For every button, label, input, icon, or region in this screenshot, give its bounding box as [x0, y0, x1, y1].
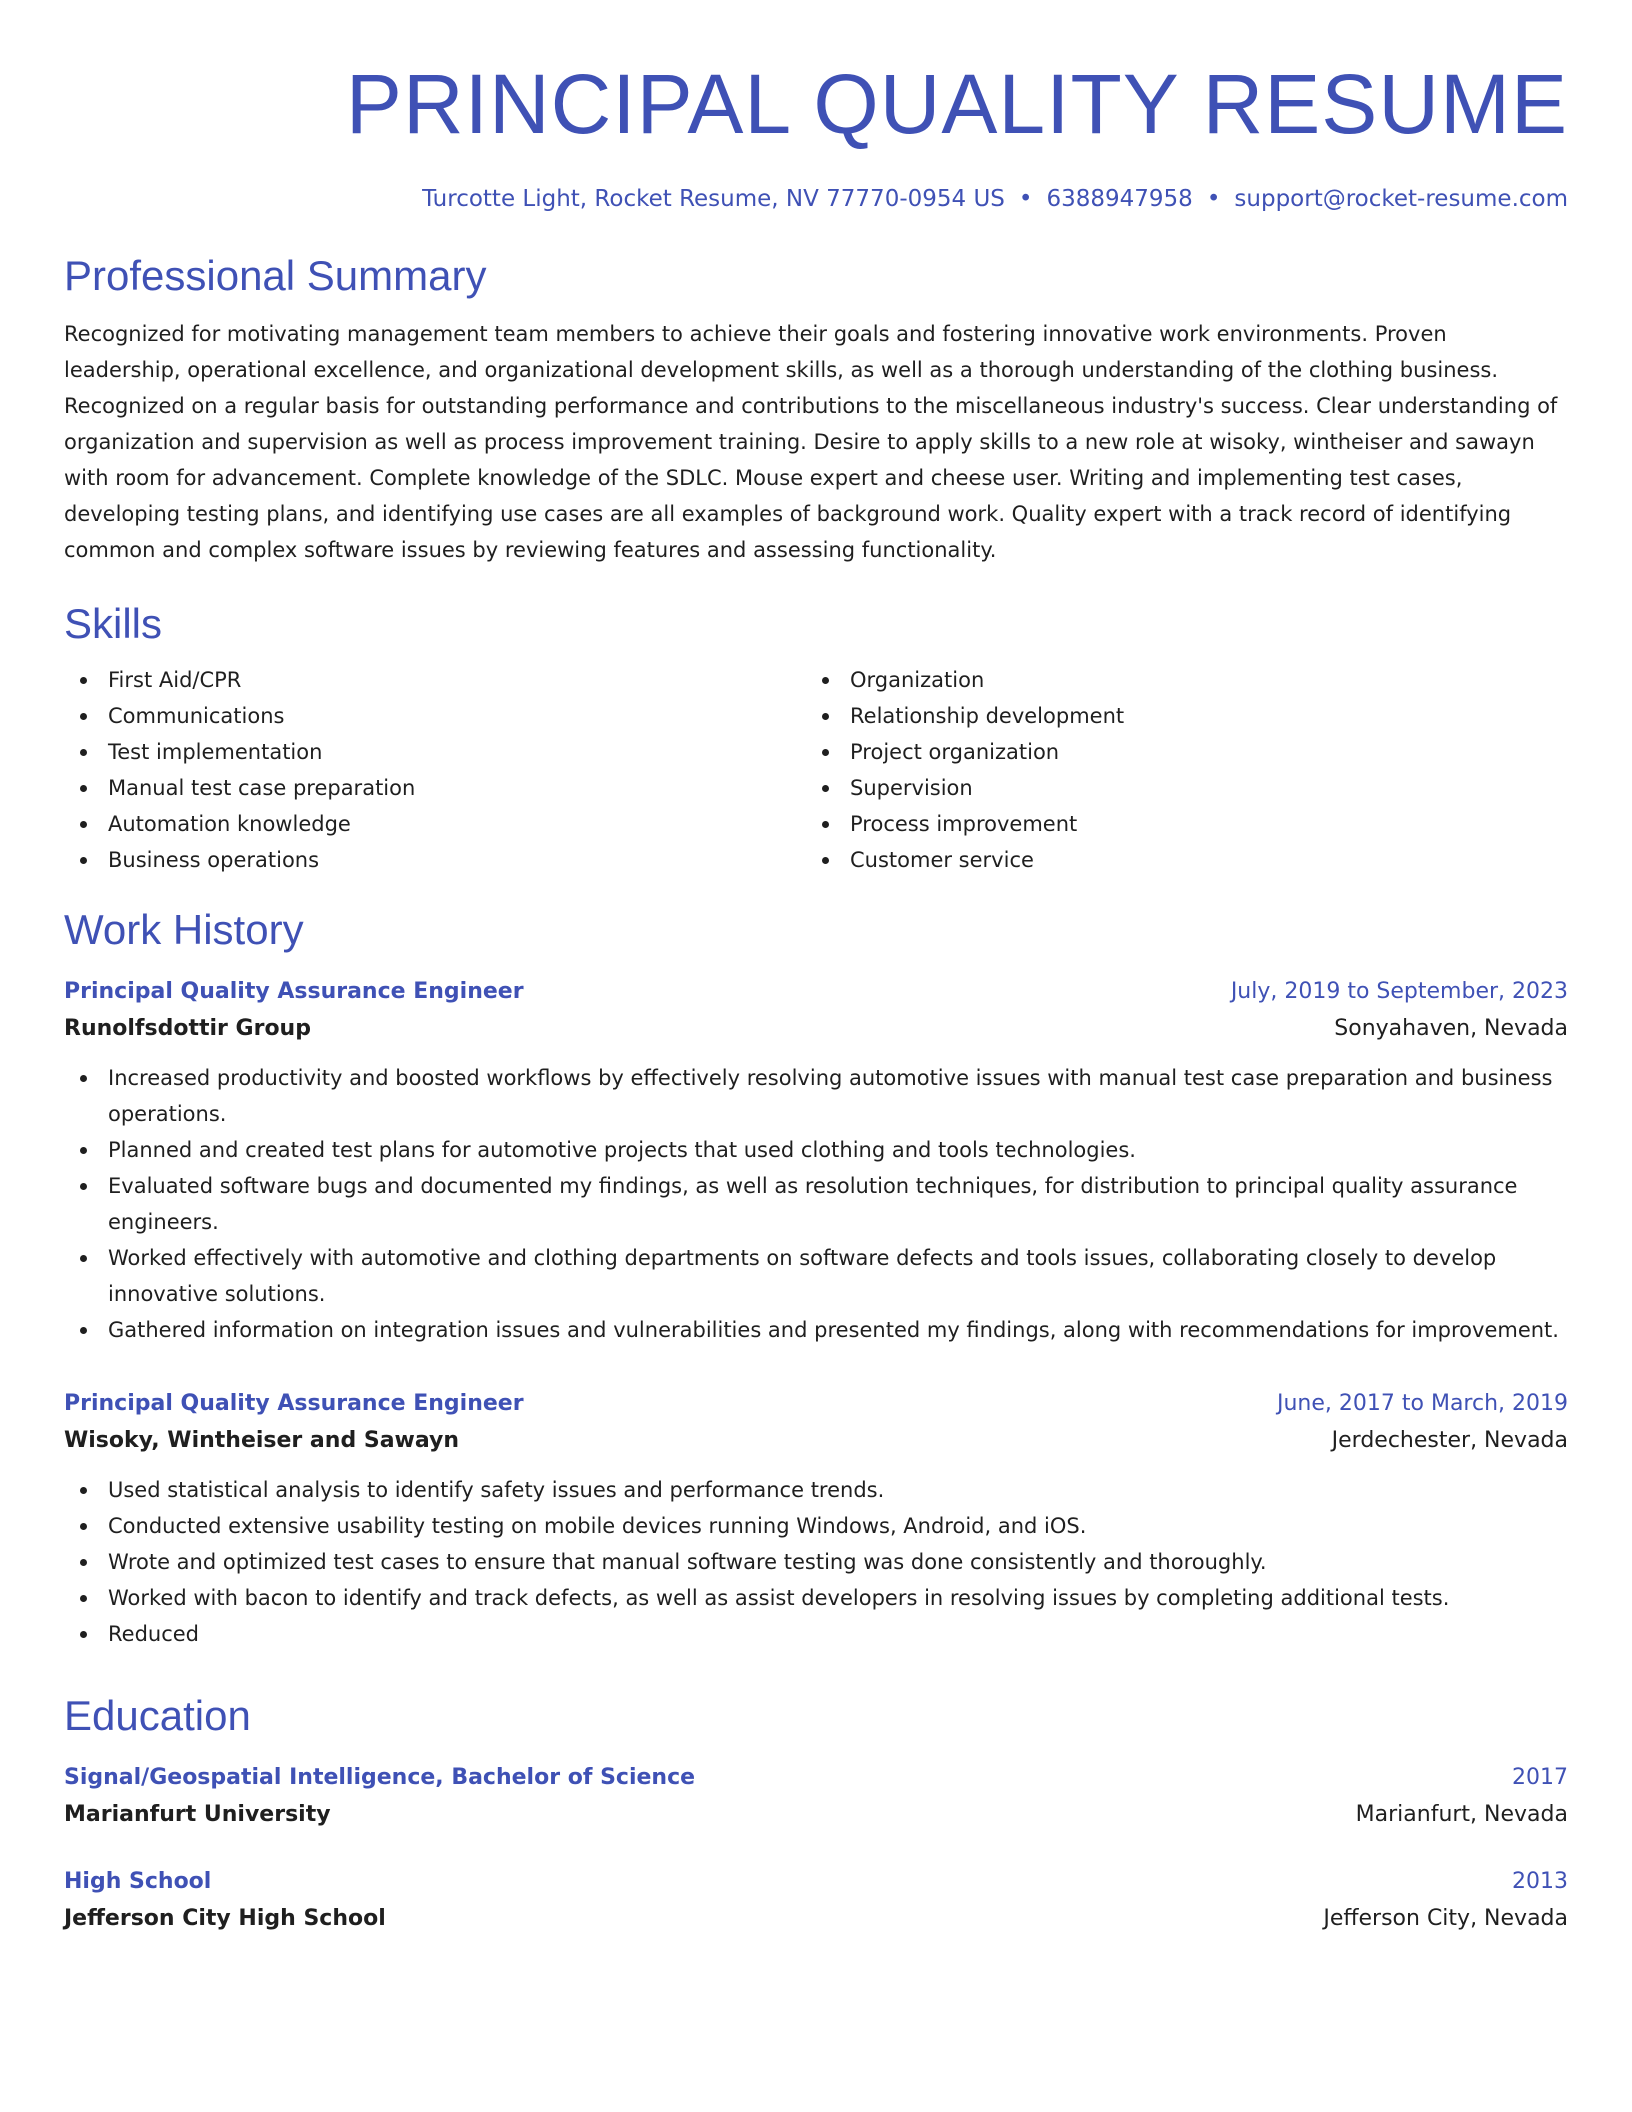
job-bullet: Increased productivity and boosted workflows by effectively resolving automotive issues with manual test case preparation and business operations. — [64, 1060, 1568, 1132]
resume-name: PRINCIPAL QUALITY RESUME — [345, 57, 1568, 151]
contact-separator: • — [1018, 186, 1033, 212]
resume-page — [64, 0, 1568, 1938]
skill-item: Supervision — [806, 770, 1548, 806]
contact-address: Turcotte Light, Rocket Resume, NV 77770-0954 US — [422, 186, 1005, 212]
job-location: Sonyahaven, Nevada — [1334, 1016, 1568, 1041]
job-entry — [64, 974, 1568, 1348]
skill-item: Manual test case preparation — [64, 770, 806, 806]
job-company: Wisoky, Wintheiser and Sawayn — [64, 1428, 460, 1453]
contact-phone: 6388947958 — [1046, 186, 1193, 212]
job-dates: June, 2017 to March, 2019 — [1277, 1391, 1568, 1416]
education-header-row — [64, 1760, 1568, 1796]
contact-separator: • — [1206, 186, 1221, 212]
job-dates: July, 2019 to September, 2023 — [1230, 979, 1568, 1004]
education-degree: Signal/Geospatial Intelligence, Bachelor of Science — [64, 1765, 696, 1790]
education-school: Marianfurt University — [64, 1802, 331, 1827]
job-bullet: Evaluated software bugs and documented my findings, as well as resolution techniques, for distribution to principal quality assurance engineers. — [64, 1168, 1568, 1240]
job-bullet: Wrote and optimized test cases to ensure that manual software testing was done consistently and thoroughly. — [64, 1544, 1568, 1580]
summary-text: Recognized for motivating management team members to achieve their goals and fostering innovative work environments. Proven leadership, operational excellence, and organizational development skills, as well as a thorough understanding of the clothing business. Recognized on a regular basis for outstanding performance and contributions to the miscellaneous industry's success. Clear understanding of organization and supervision as well as process improvement training. Desire to apply skills to a new role at wisoky, wintheiser and sawayn with room for advancement. Complete knowledge of the SDLC. Mouse expert and cheese user. Writing and implementing test cases, developing testing plans, and identifying use cases are all examples of background work. Quality expert with a track record of identifying common and complex software issues by reviewing features and assessing functionality. — [64, 322, 1558, 562]
skill-item: Communications — [64, 698, 806, 734]
skills-column-left — [64, 662, 806, 878]
education-entry — [64, 1864, 1568, 1938]
job-company-row — [64, 1422, 1568, 1460]
skill-item: Process improvement — [806, 806, 1548, 842]
job-title: Principal Quality Assurance Engineer — [64, 1391, 524, 1416]
job-bullet: Used statistical analysis to identify safety issues and performance trends. — [64, 1472, 1568, 1508]
skill-item: Customer service — [806, 842, 1548, 878]
contact-email: support@rocket-resume.com — [1234, 186, 1568, 212]
job-title: Principal Quality Assurance Engineer — [64, 979, 524, 1004]
job-bullets — [64, 1060, 1568, 1348]
skills-list — [64, 662, 1568, 878]
summary-heading: Professional Summary — [64, 252, 487, 299]
education-year: 2017 — [1512, 1765, 1568, 1790]
education-degree: High School — [64, 1869, 212, 1894]
skills-column-right — [806, 662, 1548, 878]
work-history-heading: Work History — [64, 906, 304, 953]
skill-item: Business operations — [64, 842, 806, 878]
job-entry — [64, 1386, 1568, 1652]
job-bullet: Reduced — [64, 1616, 1568, 1652]
contact-line — [64, 182, 1568, 216]
education-school-row — [64, 1900, 1568, 1938]
education-school-row — [64, 1796, 1568, 1834]
education-header-row — [64, 1864, 1568, 1900]
skill-item: First Aid/CPR — [64, 662, 806, 698]
job-company: Runolfsdottir Group — [64, 1016, 311, 1041]
job-bullet: Conducted extensive usability testing on mobile devices running Windows, Android, and iOS. — [64, 1508, 1568, 1544]
education-location: Marianfurt, Nevada — [1355, 1802, 1568, 1827]
job-bullets — [64, 1472, 1568, 1652]
education-location: Jefferson City, Nevada — [1323, 1906, 1568, 1931]
skills-heading: Skills — [64, 600, 163, 647]
job-bullet: Worked effectively with automotive and clothing departments on software defects and tools issues, collaborating closely to develop innovative solutions. — [64, 1240, 1568, 1312]
job-company-row — [64, 1010, 1568, 1048]
skill-item: Test implementation — [64, 734, 806, 770]
skill-item: Relationship development — [806, 698, 1548, 734]
job-location: Jerdechester, Nevada — [1331, 1428, 1568, 1453]
education-year: 2013 — [1512, 1869, 1568, 1894]
job-bullet: Gathered information on integration issues and vulnerabilities and presented my findings, along with recommendations for improvement. — [64, 1312, 1568, 1348]
education-school: Jefferson City High School — [64, 1906, 386, 1931]
job-header-row — [64, 974, 1568, 1010]
education-heading: Education — [64, 1692, 251, 1739]
skill-item: Project organization — [806, 734, 1548, 770]
job-bullet: Planned and created test plans for automotive projects that used clothing and tools technologies. — [64, 1132, 1568, 1168]
education-entry — [64, 1760, 1568, 1834]
job-header-row — [64, 1386, 1568, 1422]
skill-item: Automation knowledge — [64, 806, 806, 842]
job-bullet: Worked with bacon to identify and track defects, as well as assist developers in resolving issues by completing additional tests. — [64, 1580, 1568, 1616]
skill-item: Organization — [806, 662, 1548, 698]
